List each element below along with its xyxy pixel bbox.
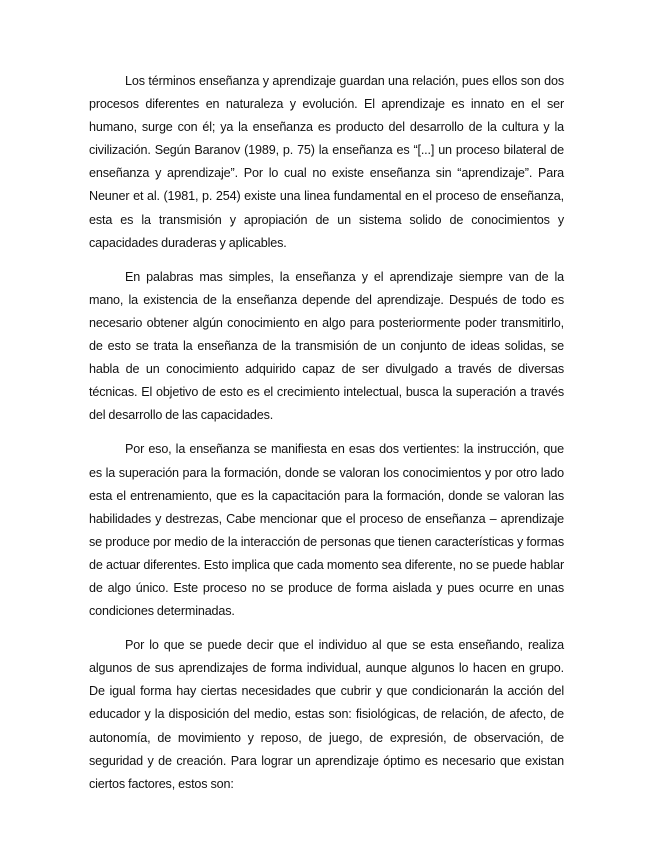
paragraph-4: Por lo que se puede decir que el individuo al que se esta enseñando, realiza algunos de sus aprendizajes de forma individual, aunque algunos lo hacen en grupo. De igual forma hay ciertas necesidades que cubrir y que condicionarán la acción del educador y la disposición del medio, estas son: fisiológicas, de relación, de afecto, de autonomía, de movimiento y reposo, de juego, de expresión, de observación, de seguridad y de creación. Para lograr un aprendizaje óptimo es necesario que existan ciertos factores, estos son: — [89, 638, 564, 791]
paragraph-3: Por eso, la enseñanza se manifiesta en esas dos vertientes: la instrucción, que es la superación para la formación, donde se valoran los conocimientos y por otro lado esta el entrenamiento, que es la capacitación para la formación, donde se valoran las habilidades y destrezas, Cabe mencionar que el proceso de enseñanza – aprendizaje se produce por medio de la interacción de personas que tienen características y formas de actuar diferentes. Esto implica que cada momento sea diferente, no se puede hablar de algo único. Este proceso no se produce de forma aislada y pues ocurre en unas condiciones determinadas. — [89, 442, 564, 619]
paragraph-1: Los términos enseñanza y aprendizaje guardan una relación, pues ellos son dos procesos diferentes en naturaleza y evolución. El aprendizaje es innato en el ser humano, surge con él; ya la enseñanza es producto del desarrollo de la cultura y la civilización. Según Baranov (1989, p. 75) la enseñanza es “[...] un proceso bilateral de enseñanza y aprendizaje”. Por lo cual no existe enseñanza sin “aprendizaje”. Para Neuner et al. (1981, p. 254) existe una linea fundamental en el proceso de enseñanza, esta es la transmisión y apropiación de un sistema solido de conocimientos y capacidades duraderas y aplicables. — [89, 74, 564, 250]
paragraph-2: En palabras mas simples, la enseñanza y el aprendizaje siempre van de la mano, la existencia de la enseñanza depende del aprendizaje. Después de todo es necesario obtener algún conocimiento en algo para posteriormente poder transmitirlo, de esto se trata la enseñanza de la transmisión de un conjunto de ideas solidas, se habla de un conocimiento adquirido capaz de ser divulgado a través de diversas técnicas. El objetivo de esto es el crecimiento intelectual, busca la superación a través del desarrollo de las capacidades. — [89, 269, 564, 423]
document-body — [89, 70, 564, 796]
